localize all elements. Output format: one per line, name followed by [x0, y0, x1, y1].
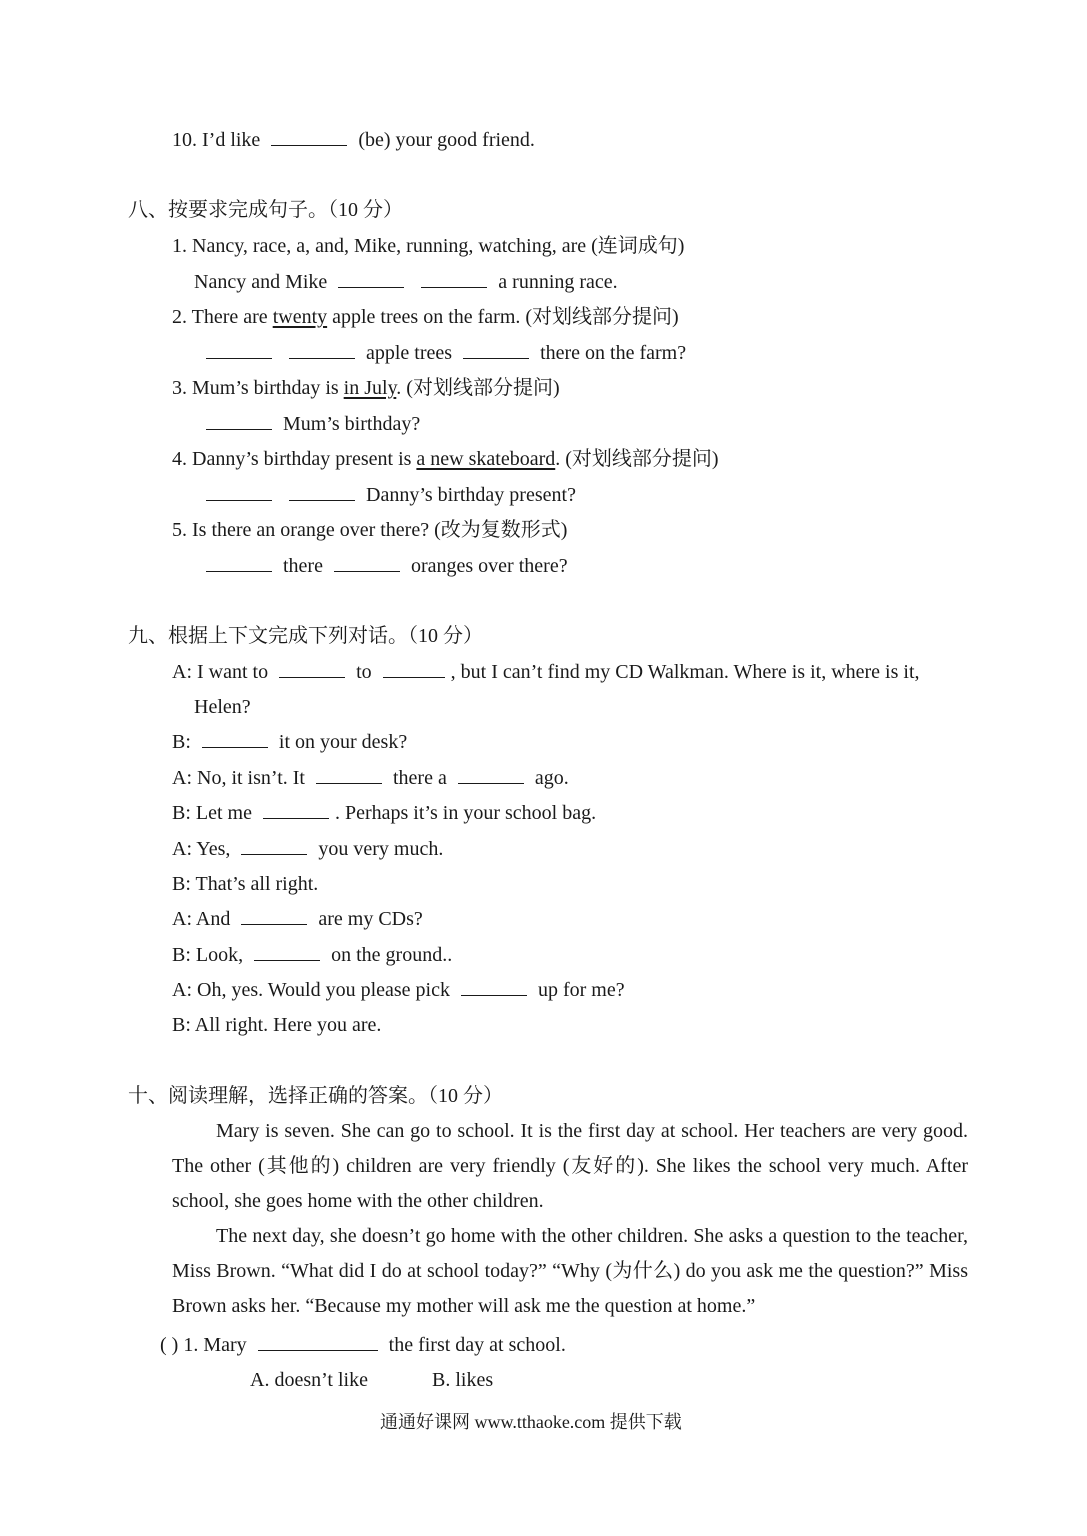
- answer-text: Mum’s birthday?: [283, 413, 421, 435]
- answer-blank[interactable]: [271, 129, 347, 146]
- answer-blank[interactable]: [254, 944, 320, 961]
- answer-blank[interactable]: [206, 342, 272, 359]
- answer-text: Danny’s birthday present?: [366, 484, 576, 506]
- answer-paren: ( ): [160, 1334, 179, 1356]
- answer-blank[interactable]: [289, 342, 355, 359]
- section-8-heading: 八、按要求完成句子。（10 分）: [128, 199, 403, 221]
- dialog-text: A: Yes,: [172, 838, 231, 860]
- dialog-text: ago.: [534, 767, 569, 789]
- underlined-text: in July: [343, 377, 397, 399]
- section-9-heading: 九、根据上下文完成下列对话。（10 分）: [128, 625, 483, 647]
- answer-text: there on the farm?: [540, 342, 687, 364]
- dialog-text: A: And: [172, 908, 231, 930]
- underlined-text: twenty: [272, 306, 328, 328]
- dialog-line: [172, 907, 423, 931]
- answer-blank[interactable]: [202, 731, 268, 748]
- answer-blank[interactable]: [338, 271, 404, 288]
- dialog-line: [172, 766, 569, 790]
- s8-a3: [200, 412, 420, 436]
- s8-a1: [194, 270, 618, 294]
- option-a: A. doesn’t like: [250, 1369, 368, 1391]
- question-text: (be) your good friend.: [358, 129, 535, 151]
- reading-paragraph-2: The next day, she doesn’t go home with the other children. She asks a question to the teacher, Miss Brown. “What did I do at school today?” “Why (为什么) do you ask me the question?” Miss Brown asks her. “Because my mother will ask me the question at home.”: [172, 1225, 968, 1317]
- answer-blank[interactable]: [289, 484, 355, 501]
- s8-q2: [172, 305, 679, 329]
- dialog-text: there a: [392, 767, 447, 789]
- question-text: the first day at school.: [388, 1334, 566, 1356]
- answer-blank[interactable]: [206, 413, 272, 430]
- dialog-text: to: [356, 661, 372, 683]
- dialog-text: B:: [172, 731, 191, 753]
- dialog-line: [172, 978, 625, 1002]
- question-text: 3. Mum’s birthday is: [172, 377, 344, 399]
- dialog-line-cont: Helen?: [194, 696, 251, 718]
- dialog-text: A: No, it isn’t. It: [172, 767, 305, 789]
- page-footer: 通通好课网 www.tthaoke.com 提供下载: [380, 1412, 682, 1432]
- dialog-line: [172, 837, 443, 861]
- question-text: . (对划线部分提问): [396, 377, 560, 399]
- dialog-text: , but I can’t find my CD Walkman. Where is it, where is it,: [450, 661, 920, 683]
- dialog-line: [172, 730, 407, 754]
- answer-blank[interactable]: [316, 767, 382, 784]
- answer-blank[interactable]: [421, 271, 487, 288]
- answer-text: oranges over there?: [410, 555, 568, 577]
- dialog-text: A: I want to: [172, 661, 269, 683]
- answer-blank[interactable]: [241, 908, 307, 925]
- s8-q3: [172, 376, 560, 400]
- answer-blank[interactable]: [463, 342, 529, 359]
- dialog-line: [172, 801, 596, 825]
- reading-paragraph-1: Mary is seven. She can go to school. It is the first day at school. Her teachers are very good. The other (其他的) children are very friendly (友好的). She likes the school very much. After school, she goes home with the other children.: [172, 1120, 968, 1212]
- dialog-line: B: All right. Here you are.: [172, 1014, 382, 1036]
- answer-text: Nancy and Mike: [194, 271, 328, 293]
- answer-text: a running race.: [498, 271, 618, 293]
- answer-text: there: [283, 555, 323, 577]
- dialog-text: up for me?: [537, 979, 625, 1001]
- dialog-text: it on your desk?: [278, 731, 408, 753]
- answer-blank[interactable]: [241, 838, 307, 855]
- question-text: . (对划线部分提问): [555, 448, 719, 470]
- question-text: 1. Mary: [183, 1334, 247, 1356]
- answer-blank[interactable]: [279, 661, 345, 678]
- question-text: 2. There are: [172, 306, 273, 328]
- answer-text: apple trees: [366, 342, 453, 364]
- question-text: apple trees on the farm. (对划线部分提问): [327, 306, 679, 328]
- dialog-text: you very much.: [318, 838, 444, 860]
- s8-q5: 5. Is there an orange over there? (改为复数形式): [172, 519, 568, 541]
- dialog-text: B: Look,: [172, 944, 244, 966]
- underlined-text: a new skateboard: [416, 448, 556, 470]
- s8-q4: [172, 447, 719, 471]
- answer-blank[interactable]: [206, 555, 272, 572]
- question-10: [172, 128, 535, 152]
- answer-blank[interactable]: [383, 661, 445, 678]
- dialog-line: B: That’s all right.: [172, 873, 319, 895]
- dialog-text: A: Oh, yes. Would you please pick: [172, 979, 450, 1001]
- answer-blank[interactable]: [206, 484, 272, 501]
- answer-blank[interactable]: [458, 767, 524, 784]
- dialog-text: on the ground..: [331, 944, 453, 966]
- dialog-text: B: Let me: [172, 802, 252, 824]
- reading-question-1: [160, 1333, 566, 1357]
- s8-a2: [200, 341, 686, 365]
- s8-a5: [200, 554, 568, 578]
- answer-blank[interactable]: [258, 1334, 378, 1351]
- section-10-heading: 十、阅读理解，选择正确的答案。（10 分）: [128, 1085, 503, 1107]
- option-b: B. likes: [432, 1369, 494, 1391]
- s8-q1: 1. Nancy, race, a, and, Mike, running, watching, are (连词成句): [172, 235, 685, 257]
- answer-blank[interactable]: [461, 979, 527, 996]
- s8-a4: [200, 483, 576, 507]
- answer-blank[interactable]: [334, 555, 400, 572]
- dialog-text: are my CDs?: [318, 908, 423, 930]
- dialog-text: . Perhaps it’s in your school bag.: [334, 802, 597, 824]
- answer-blank[interactable]: [263, 802, 329, 819]
- dialog-line: [172, 943, 452, 967]
- dialog-line: [172, 660, 920, 684]
- question-text: 10. I’d like: [172, 129, 261, 151]
- question-text: 4. Danny’s birthday present is: [172, 448, 417, 470]
